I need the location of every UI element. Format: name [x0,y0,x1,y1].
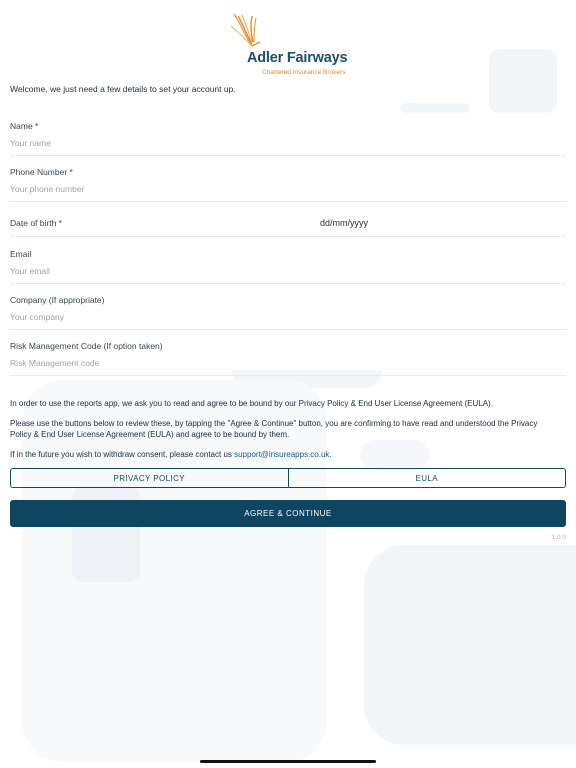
consent-paragraph-3 [10,449,558,460]
email-label: Email [10,249,32,259]
company-label: Company (If appropriate) [10,295,105,305]
risk-code-label: Risk Management Code (If option taken) [10,341,163,351]
email-input[interactable] [10,266,566,284]
dob-label: Date of birth * [10,218,62,228]
dob-field[interactable] [10,218,566,237]
company-field [10,295,566,330]
risk-code-input[interactable] [10,358,566,376]
eula-button[interactable]: EULA [288,469,566,487]
company-input[interactable] [10,312,566,330]
consent-paragraph-2: Please use the buttons below to review these, by tapping the "Agree & Continue" button, you are confirming to have read and understood the Privacy Policy & End User License Agreement (EULA) and agree to be bound by them. [10,419,538,439]
privacy-policy-button[interactable]: PRIVACY POLICY [113,473,186,483]
risk-code-field [10,341,566,376]
phone-label: Phone Number * [10,167,73,177]
phone-input[interactable] [10,184,566,202]
support-email-link[interactable]: support@insureapps.co.uk [234,450,330,459]
agree-continue-button[interactable]: AGREE & CONTINUE [10,500,566,527]
email-field [10,249,566,284]
name-input[interactable] [10,138,566,156]
withdraw-consent-text: If in the future you wish to withdraw consent, please contact us [10,450,235,459]
brand-logo [230,12,360,76]
name-label: Name * [10,121,39,131]
brand-name: Adler Fairways [247,50,348,66]
home-indicator[interactable] [200,760,376,763]
name-field [10,121,566,156]
welcome-text: Welcome, we just need a few details to set your account up. [10,84,236,94]
document-buttons [10,468,566,488]
brand-tagline: Chartered Insurance Brokers [262,69,346,76]
app-version: 1.0.0 [551,534,566,541]
phone-field [10,167,566,202]
consent-paragraph-1: In order to use the reports app, we ask you to read and agree to be bound by our Privacy Policy & End User License Agreement (EULA). [10,399,493,408]
withdraw-consent-end: . [329,450,332,459]
dob-picker[interactable]: dd/mm/yyyy [320,218,369,228]
